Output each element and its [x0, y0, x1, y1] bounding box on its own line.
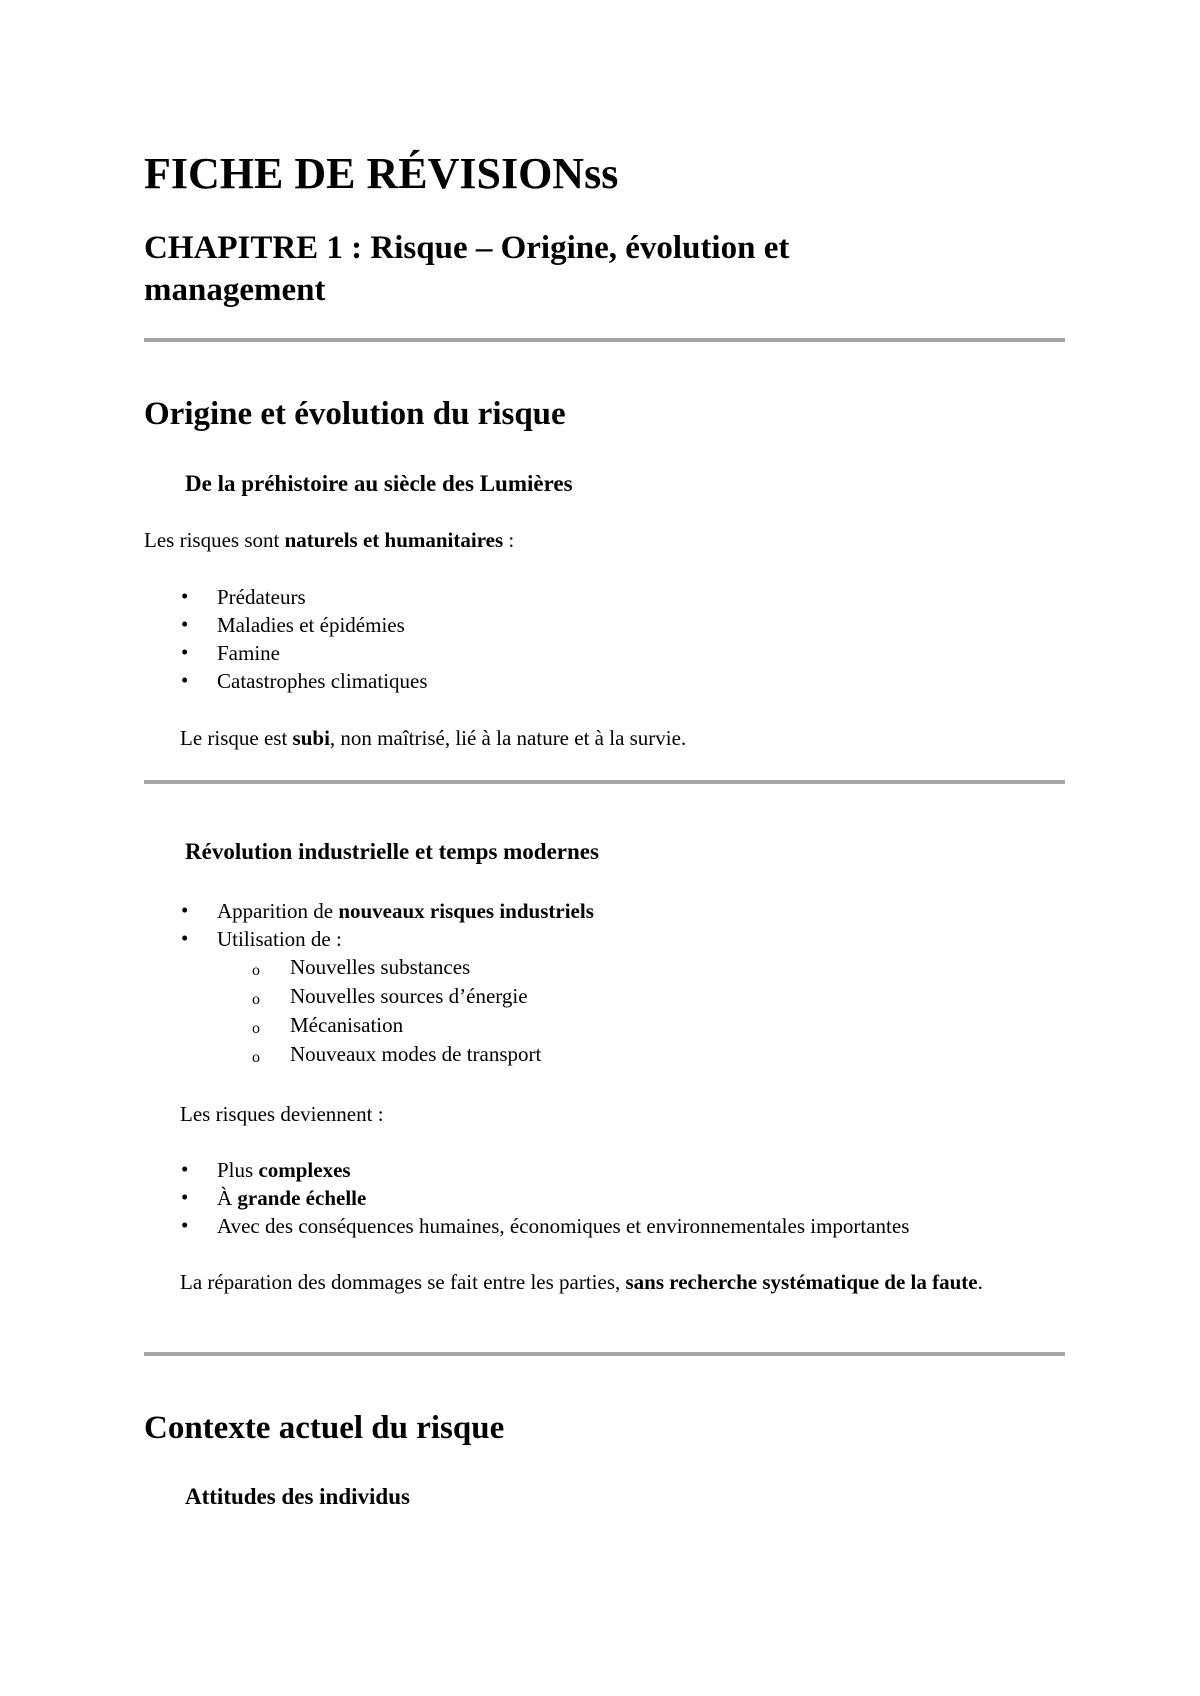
divider [144, 338, 1065, 342]
list-item: • Prédateurs [181, 584, 306, 609]
subsection-heading: De la préhistoire au siècle des Lumières [185, 471, 573, 496]
list-item: • Catastrophes climatiques [181, 668, 428, 693]
list-item: • Famine [181, 640, 280, 665]
sublist-item: o Nouvelles sources d’énergie [252, 984, 528, 1008]
list-item: • Maladies et épidémies [181, 612, 405, 637]
sublist-item: o Nouvelles substances [252, 955, 471, 979]
note-paragraph: Le risque est subi, non maîtrisé, lié à la nature et à la survie. [180, 726, 687, 750]
list-item: • Utilisation de : [181, 926, 342, 951]
subsection-heading: Attitudes des individus [185, 1484, 410, 1509]
list-item: • Plus complexes [181, 1157, 351, 1182]
list-item: • Avec des conséquences humaines, économiques et environnementales importantes [181, 1213, 910, 1238]
consequence-list [181, 1156, 910, 1240]
section-heading: Contexte actuel du risque [144, 1410, 505, 1446]
usage-sublist [252, 953, 542, 1069]
become-paragraph: Les risques deviennent : [180, 1102, 384, 1126]
sublist-item: o Nouveaux modes de transport [252, 1042, 542, 1066]
risk-list [181, 583, 428, 695]
divider [144, 780, 1065, 784]
industrial-list [181, 897, 594, 953]
repair-paragraph: La réparation des dommages se fait entre les parties, sans recherche systématique de la faute. [180, 1270, 983, 1294]
list-item: • Apparition de nouveaux risques industriels [181, 898, 594, 923]
section-heading: Origine et évolution du risque [144, 396, 566, 432]
intro-paragraph: Les risques sont naturels et humanitaires : [144, 528, 515, 552]
sublist-item: o Mécanisation [252, 1013, 404, 1037]
subsection-heading: Révolution industrielle et temps modernes [185, 839, 599, 864]
divider [144, 1352, 1065, 1356]
document-title: FICHE DE RÉVISIONss [144, 149, 619, 198]
chapter-title: CHAPITRE 1 : Risque – Origine, évolution et management [144, 230, 790, 308]
list-item: • À grande échelle [181, 1185, 367, 1210]
